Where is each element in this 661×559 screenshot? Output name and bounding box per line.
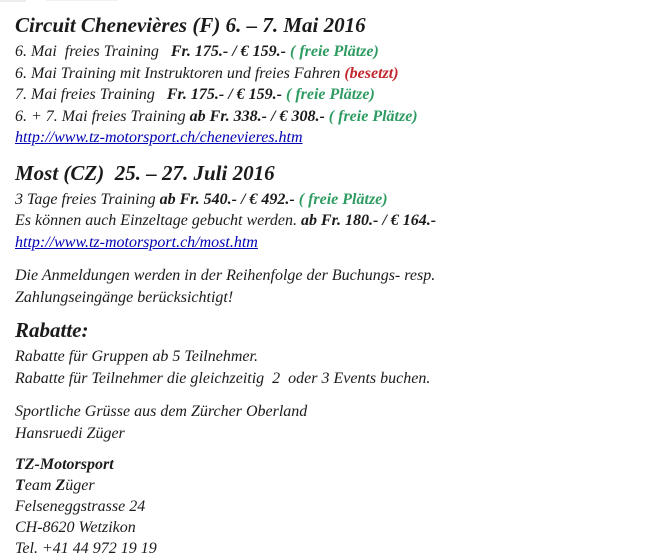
rabatte-line: Rabatte für Gruppen ab 5 Teilnehmer.: [15, 348, 258, 365]
event-line: [15, 41, 651, 63]
signature-phone: Tel. +41 44 972 19 19: [15, 540, 157, 557]
event-line: [15, 210, 651, 232]
availability-badge: ( freie Plätze): [328, 107, 418, 125]
event-heading-most: Most (CZ) 25. – 27. Juli 2016: [15, 160, 275, 185]
most-link[interactable]: http://www.tz-motorsport.ch/most.htm: [15, 233, 258, 251]
team-initial-t: T: [15, 477, 25, 494]
booking-note: [15, 265, 651, 308]
signature-company: TZ-Motorsport: [15, 456, 114, 473]
team-text: eam: [24, 477, 56, 494]
chenevieres-link[interactable]: http://www.tz-motorsport.ch/chenevieres.htm: [15, 129, 303, 146]
section-rabatte: [15, 318, 651, 389]
event-line: [15, 84, 651, 106]
event-price: ab Fr. 540.- / € 492.-: [159, 190, 299, 208]
availability-badge: ( freie Plätze): [298, 190, 388, 208]
crop-artifact: [0, 0, 26, 2]
signature-block: [15, 454, 651, 559]
event-heading-chenevieres: Circuit Chenevières (F) 6. – 7. Mai 2016: [15, 13, 366, 37]
section-chenevieres: [15, 13, 651, 149]
signature-team: [15, 475, 651, 496]
closing-greeting: Sportliche Grüsse aus dem Zürcher Oberland: [15, 403, 308, 420]
note-line: Die Anmeldungen werden in der Reihenfolge der Buchungs- resp.: [15, 267, 436, 284]
crop-artifact: [46, 0, 118, 1]
event-text: 6. Mai Training mit Instruktoren und freies Fahren: [15, 64, 345, 82]
event-line: [15, 63, 651, 85]
event-line: [15, 189, 651, 211]
closing-name: Hansruedi Züger: [15, 424, 125, 442]
signature-city: CH-8620 Wetzikon: [15, 519, 136, 536]
event-price: Fr. 175.- / € 159.-: [170, 43, 290, 60]
closing: [15, 401, 651, 444]
event-text: 6. Mai freies Training: [15, 43, 171, 60]
event-text: 6. + 7. Mai freies Training: [15, 107, 190, 125]
event-price: ab Fr. 180.- / € 164.-: [301, 212, 437, 229]
event-price: Fr. 175.- / € 159.-: [166, 86, 286, 103]
link-line: [15, 232, 651, 254]
section-most: [15, 161, 651, 254]
team-text: üger: [65, 477, 95, 494]
event-text: 3 Tage freies Training: [15, 190, 160, 208]
event-price: ab Fr. 338.- / € 308.-: [189, 107, 329, 125]
rabatte-heading: Rabatte:: [15, 318, 89, 342]
note-line: Zahlungseingänge berücksichtigt!: [15, 288, 234, 306]
link-line: [15, 127, 651, 149]
event-text: Es können auch Einzeltage gebucht werden.: [15, 212, 301, 229]
signature-street: Felseneggstrasse 24: [15, 498, 146, 515]
team-initial-z: Z: [55, 477, 66, 494]
availability-badge: ( freie Plätze): [285, 86, 375, 103]
rabatte-line: Rabatte für Teilnehmer die gleichzeitig 2 oder 3 Events buchen.: [15, 369, 431, 387]
availability-badge: (besetzt): [344, 64, 399, 82]
availability-badge: ( freie Plätze): [289, 43, 379, 60]
event-line: [15, 106, 651, 128]
event-text: 7. Mai freies Training: [15, 86, 167, 103]
